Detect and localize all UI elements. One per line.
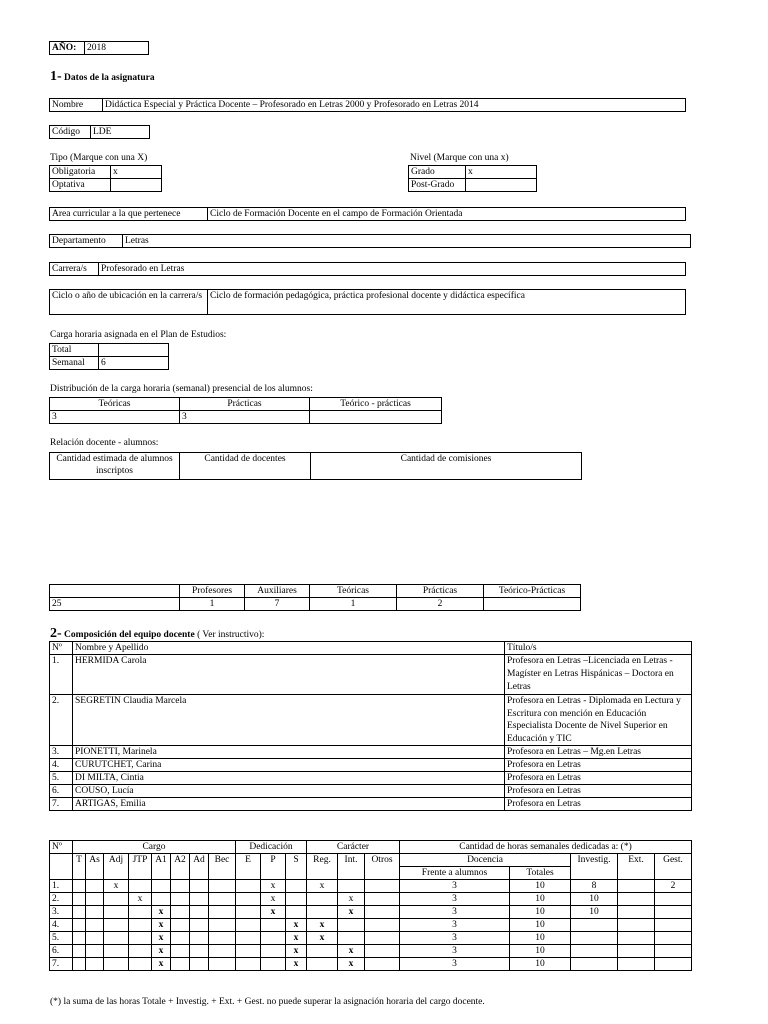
dedicacion-mark: [261, 945, 286, 958]
tipo-label: Optativa: [50, 179, 111, 192]
nivel-mark: [466, 179, 537, 192]
caracter-mark: x: [338, 945, 365, 958]
cargo-mark: [190, 906, 209, 919]
cargo-mark: [190, 932, 209, 945]
equipo-n: 3.: [50, 746, 73, 759]
summary-value: 25: [50, 598, 180, 611]
cargos-header-horas: Cantidad de horas semanales dedicadas a: (*): [400, 841, 692, 854]
equipo-titulo: Profesora en Letras: [505, 785, 692, 798]
cargo-mark: [129, 958, 152, 971]
cargos-header-caracter: Carácter: [307, 841, 400, 854]
frente-value: 3: [400, 932, 510, 945]
equipo-n: 1.: [50, 655, 73, 695]
dedicacion-mark: [261, 932, 286, 945]
carga-semanal-value: 6: [99, 357, 169, 370]
equipo-n: 7.: [50, 798, 73, 811]
section2-title: Composición del equipo docente: [64, 630, 195, 640]
cargo-col: A2: [171, 854, 190, 880]
cargo-mark: [104, 932, 129, 945]
caracter-mark: [338, 932, 365, 945]
year-label: AÑO:: [50, 42, 85, 55]
departamento-table: [49, 234, 691, 248]
investig-value: 8: [571, 880, 618, 893]
ext-value: [618, 893, 655, 906]
table-row: [50, 695, 692, 746]
table-row: [50, 655, 692, 695]
equipo-n: 2.: [50, 695, 73, 746]
nivel-label: Grado: [409, 166, 466, 179]
frente-value: 3: [400, 880, 510, 893]
row-number: 7.: [50, 958, 73, 971]
cargo-mark: [209, 958, 236, 971]
totales-value: 10: [510, 945, 571, 958]
summary-header: Teóricas: [310, 585, 397, 598]
summary-header: [50, 585, 180, 598]
dedicacion-mark: x: [261, 906, 286, 919]
equipo-titulo: Profesora en Letras: [505, 798, 692, 811]
carga-total-label: Total: [50, 344, 99, 357]
summary-table: [49, 584, 581, 611]
cargo-mark: [73, 906, 86, 919]
nivel-title: Nivel (Marque con una x): [410, 153, 509, 163]
summary-value: [484, 598, 581, 611]
cargo-mark: [86, 893, 104, 906]
ext-value: [618, 945, 655, 958]
dedicacion-mark: [236, 880, 261, 893]
distribucion-table: [49, 397, 442, 424]
cargos-header-ext: Ext.: [618, 854, 655, 880]
tipo-title: Tipo (Marque con una X): [50, 153, 148, 163]
row-number: 4.: [50, 919, 73, 932]
cargo-mark: [73, 893, 86, 906]
cargo-col: As: [86, 854, 104, 880]
cargo-mark: [129, 945, 152, 958]
cargo-mark: x: [104, 880, 129, 893]
cargos-header-dedicacion: Dedicación: [236, 841, 307, 854]
dedicacion-mark: x: [261, 880, 286, 893]
codigo-value: LDE: [91, 126, 150, 139]
caracter-mark: [365, 880, 400, 893]
frente-value: 3: [400, 945, 510, 958]
equipo-header: Título/s: [505, 642, 692, 655]
table-row: [50, 919, 692, 932]
equipo-nombre: PIONETTI, Marinela: [73, 746, 505, 759]
table-row: [50, 798, 692, 811]
equipo-n: 5.: [50, 772, 73, 785]
cargo-mark: [86, 919, 104, 932]
dedicacion-mark: [261, 958, 286, 971]
tipo-label: Obligatoria: [50, 166, 111, 179]
gest-value: [655, 958, 692, 971]
dedicacion-mark: x: [286, 919, 307, 932]
summary-header: Profesores: [180, 585, 245, 598]
cargo-mark: [209, 919, 236, 932]
ext-value: [618, 919, 655, 932]
equipo-nombre: CURUTCHET, Carina: [73, 759, 505, 772]
relacion-header: Cantidad estimada de alumnos inscriptos: [50, 453, 180, 480]
caracter-mark: [307, 893, 338, 906]
summary-value: 1: [180, 598, 245, 611]
dedicacion-mark: [236, 893, 261, 906]
summary-header: Teórico-Prácticas: [484, 585, 581, 598]
dedicacion-mark: x: [286, 958, 307, 971]
cargos-header-frente: Frente a alumnos: [400, 867, 510, 880]
equipo-titulo: Profesora en Letras – Mg.en Letras: [505, 746, 692, 759]
frente-value: 3: [400, 958, 510, 971]
frente-value: 3: [400, 906, 510, 919]
dedicacion-mark: [236, 945, 261, 958]
summary-value: 1: [310, 598, 397, 611]
dedicacion-mark: [236, 919, 261, 932]
area-value: Ciclo de Formación Docente en el campo de Formación Orientada: [208, 208, 686, 221]
cargo-col: Bec: [209, 854, 236, 880]
investig-value: [571, 919, 618, 932]
dedicacion-mark: [236, 958, 261, 971]
tipo-mark: [111, 179, 162, 192]
equipo-n: 4.: [50, 759, 73, 772]
gest-value: [655, 932, 692, 945]
caracter-mark: [365, 919, 400, 932]
caracter-mark: [365, 958, 400, 971]
cargo-mark: [73, 958, 86, 971]
ded-col: P: [261, 854, 286, 880]
cargo-mark: [171, 932, 190, 945]
cargo-mark: [129, 880, 152, 893]
cargo-mark: [152, 893, 171, 906]
ded-col: E: [236, 854, 261, 880]
ext-value: [618, 906, 655, 919]
nombre-label: Nombre: [50, 99, 103, 112]
summary-header: Auxiliares: [245, 585, 310, 598]
table-row: [50, 785, 692, 798]
tipo-mark: x: [111, 166, 162, 179]
nivel-table: [408, 165, 537, 192]
caracter-mark: [307, 906, 338, 919]
section1-title: Datos de la asignatura: [64, 73, 155, 83]
ext-value: [618, 958, 655, 971]
departamento-label: Departamento: [50, 235, 123, 248]
cargo-col: Ad: [190, 854, 209, 880]
section2-number: 2-: [50, 626, 62, 641]
cargo-mark: [190, 945, 209, 958]
cargo-mark: [152, 880, 171, 893]
table-row: [50, 906, 692, 919]
gest-value: [655, 919, 692, 932]
cargo-mark: [73, 880, 86, 893]
summary-header: Prácticas: [397, 585, 484, 598]
ext-value: [618, 932, 655, 945]
relacion-title: Relación docente - alumnos:: [50, 438, 159, 448]
totales-value: 10: [510, 880, 571, 893]
summary-value: 7: [245, 598, 310, 611]
cargo-mark: [86, 958, 104, 971]
cargos-header-cargo: Cargo: [73, 841, 236, 854]
ciclo-label: Ciclo o año de ubicación en la carrera/s: [50, 290, 208, 315]
nivel-label: Post-Grado: [409, 179, 466, 192]
equipo-nombre: SEGRETIN Claudia Marcela: [73, 695, 505, 746]
ciclo-table: [49, 289, 686, 315]
dedicacion-mark: [261, 919, 286, 932]
cargos-table: [49, 840, 692, 971]
equipo-table: [49, 641, 692, 811]
cargo-mark: [73, 919, 86, 932]
cargo-mark: [104, 919, 129, 932]
carga-title: Carga horaria asignada en el Plan de Estudios:: [50, 330, 227, 340]
table-row: [50, 958, 692, 971]
equipo-nombre: COUSO, Lucía: [73, 785, 505, 798]
cargo-mark: [86, 945, 104, 958]
section2-heading: [50, 626, 264, 642]
section1-heading: [50, 69, 155, 85]
cargo-mark: [190, 880, 209, 893]
cargo-mark: [129, 932, 152, 945]
row-number: 5.: [50, 932, 73, 945]
caracter-mark: [365, 906, 400, 919]
carrera-value: Profesorado en Letras: [99, 263, 686, 276]
investig-value: [571, 932, 618, 945]
distribucion-header: Teóricas: [50, 398, 180, 411]
cargo-col: A1: [152, 854, 171, 880]
cargo-mark: [104, 893, 129, 906]
caracter-mark: x: [338, 893, 365, 906]
dedicacion-mark: x: [261, 893, 286, 906]
equipo-nombre: HERMIDA Carola: [73, 655, 505, 695]
nombre-value: Didáctica Especial y Práctica Docente – Profesorado en Letras 2000 y Profesorado en Letras 2014: [103, 99, 686, 112]
equipo-titulo: Profesora en Letras - Diplomada en Lectura y Escritura con mención en Educación Especialista Docente de Nivel Superior en Educación y TIC: [505, 695, 692, 746]
dedicacion-mark: [236, 932, 261, 945]
caracter-mark: x: [338, 958, 365, 971]
cargos-header-gest: Gest.: [655, 854, 692, 880]
cargo-mark: [73, 932, 86, 945]
distribucion-title: Distribución de la carga horaria (semanal) presencial de los alumnos:: [50, 384, 313, 394]
cargo-mark: x: [129, 893, 152, 906]
cargo-mark: x: [152, 958, 171, 971]
totales-value: 10: [510, 906, 571, 919]
carrera-table: [49, 262, 686, 276]
totales-value: 10: [510, 958, 571, 971]
caracter-mark: [365, 893, 400, 906]
carga-total-value: [99, 344, 169, 357]
totales-value: 10: [510, 932, 571, 945]
dedicacion-mark: x: [286, 932, 307, 945]
equipo-header: Nombre y Apellido: [73, 642, 505, 655]
dedicacion-mark: [286, 880, 307, 893]
cargo-mark: [129, 906, 152, 919]
cargo-mark: [104, 906, 129, 919]
cargo-mark: [209, 906, 236, 919]
cargo-mark: [190, 958, 209, 971]
frente-value: 3: [400, 893, 510, 906]
gest-value: [655, 906, 692, 919]
caracter-mark: [365, 932, 400, 945]
tipo-table: [49, 165, 162, 192]
cargo-mark: [171, 906, 190, 919]
cargo-mark: [171, 919, 190, 932]
caracter-mark: x: [307, 932, 338, 945]
distribucion-value: 3: [180, 411, 310, 424]
cargos-header-investig: Investig.: [571, 854, 618, 880]
carga-semanal-label: Semanal: [50, 357, 99, 370]
caracter-mark: [365, 945, 400, 958]
equipo-n: 6.: [50, 785, 73, 798]
distribucion-header: Teórico - prácticas: [310, 398, 442, 411]
cargo-mark: [104, 958, 129, 971]
totales-value: 10: [510, 919, 571, 932]
cargos-header-docencia: Docencia: [400, 854, 571, 867]
cargos-blank: [50, 854, 73, 880]
carga-table: [49, 343, 169, 370]
table-row: [50, 746, 692, 759]
car-col: Otros: [365, 854, 400, 880]
nombre-table: [49, 98, 686, 112]
ciclo-value: Ciclo de formación pedagógica, práctica profesional docente y didáctica específica: [208, 290, 686, 315]
summary-value: 2: [397, 598, 484, 611]
cargo-mark: [171, 893, 190, 906]
table-row: [50, 932, 692, 945]
section1-number: 1-: [50, 69, 62, 84]
cargo-mark: [209, 893, 236, 906]
ded-col: S: [286, 854, 307, 880]
caracter-mark: x: [307, 880, 338, 893]
area-table: [49, 207, 686, 221]
codigo-table: [49, 125, 150, 139]
cargo-mark: [171, 958, 190, 971]
area-label: Area curricular a la que pertenece: [50, 208, 208, 221]
cargo-mark: [86, 880, 104, 893]
cargo-col: JTP: [129, 854, 152, 880]
distribucion-header: Prácticas: [180, 398, 310, 411]
dedicacion-mark: x: [286, 945, 307, 958]
table-row: [50, 759, 692, 772]
equipo-nombre: DI MILTA, Cintia: [73, 772, 505, 785]
relacion-header: Cantidad de docentes: [180, 453, 311, 480]
caracter-mark: [338, 919, 365, 932]
table-row: [50, 945, 692, 958]
investig-value: 10: [571, 906, 618, 919]
nivel-mark: x: [466, 166, 537, 179]
cargo-mark: x: [152, 932, 171, 945]
cargo-mark: [171, 880, 190, 893]
caracter-mark: x: [338, 906, 365, 919]
relacion-header: Cantidad de comisiones: [311, 453, 582, 480]
distribucion-value: 3: [50, 411, 180, 424]
car-col: Reg.: [307, 854, 338, 880]
equipo-header: Nº: [50, 642, 73, 655]
cargos-header-totales: Totales: [510, 867, 571, 880]
equipo-titulo: Profesora en Letras: [505, 772, 692, 785]
dedicacion-mark: [236, 906, 261, 919]
cargo-mark: [73, 945, 86, 958]
car-col: Int.: [338, 854, 365, 880]
relacion-table: [49, 452, 582, 480]
cargo-mark: [86, 932, 104, 945]
dedicacion-mark: [286, 893, 307, 906]
investig-value: [571, 945, 618, 958]
table-row: [50, 772, 692, 785]
cargo-mark: [104, 945, 129, 958]
cargo-mark: x: [152, 919, 171, 932]
row-number: 2.: [50, 893, 73, 906]
caracter-mark: [307, 945, 338, 958]
section2-note: ( Ver instructivo):: [194, 630, 265, 640]
cargo-mark: [129, 919, 152, 932]
cargo-mark: [190, 919, 209, 932]
cargo-col: Adj: [104, 854, 129, 880]
row-number: 6.: [50, 945, 73, 958]
year-table: [49, 41, 149, 55]
carrera-label: Carrera/s: [50, 263, 99, 276]
totales-value: 10: [510, 893, 571, 906]
ext-value: [618, 880, 655, 893]
row-number: 1.: [50, 880, 73, 893]
equipo-titulo: Profesora en Letras –Licenciada en Letras - Magíster en Letras Hispánicas – Doctora en Letras: [505, 655, 692, 695]
cargo-col: T: [73, 854, 86, 880]
cargos-header-n: Nº: [50, 841, 73, 854]
cargo-mark: [209, 880, 236, 893]
cargo-mark: [209, 945, 236, 958]
equipo-titulo: Profesora en Letras: [505, 759, 692, 772]
cargo-mark: x: [152, 906, 171, 919]
distribucion-value: [310, 411, 442, 424]
cargo-mark: [86, 906, 104, 919]
dedicacion-mark: [286, 906, 307, 919]
gest-value: [655, 893, 692, 906]
frente-value: 3: [400, 919, 510, 932]
year-value: 2018: [85, 42, 149, 55]
gest-value: 2: [655, 880, 692, 893]
cargo-mark: [209, 932, 236, 945]
investig-value: 10: [571, 893, 618, 906]
gest-value: [655, 945, 692, 958]
footnote: (*) la suma de las horas Totale + Investig. + Ext. + Gest. no puede superar la asignación horaria del cargo docente.: [50, 997, 485, 1007]
caracter-mark: x: [307, 919, 338, 932]
cargo-mark: [190, 893, 209, 906]
cargo-mark: x: [152, 945, 171, 958]
caracter-mark: [338, 880, 365, 893]
investig-value: [571, 958, 618, 971]
departamento-value: Letras: [123, 235, 691, 248]
caracter-mark: [307, 958, 338, 971]
table-row: [50, 880, 692, 893]
table-row: [50, 893, 692, 906]
cargo-mark: [171, 945, 190, 958]
codigo-label: Código: [50, 126, 91, 139]
equipo-nombre: ARTIGAS, Emilia: [73, 798, 505, 811]
row-number: 3.: [50, 906, 73, 919]
